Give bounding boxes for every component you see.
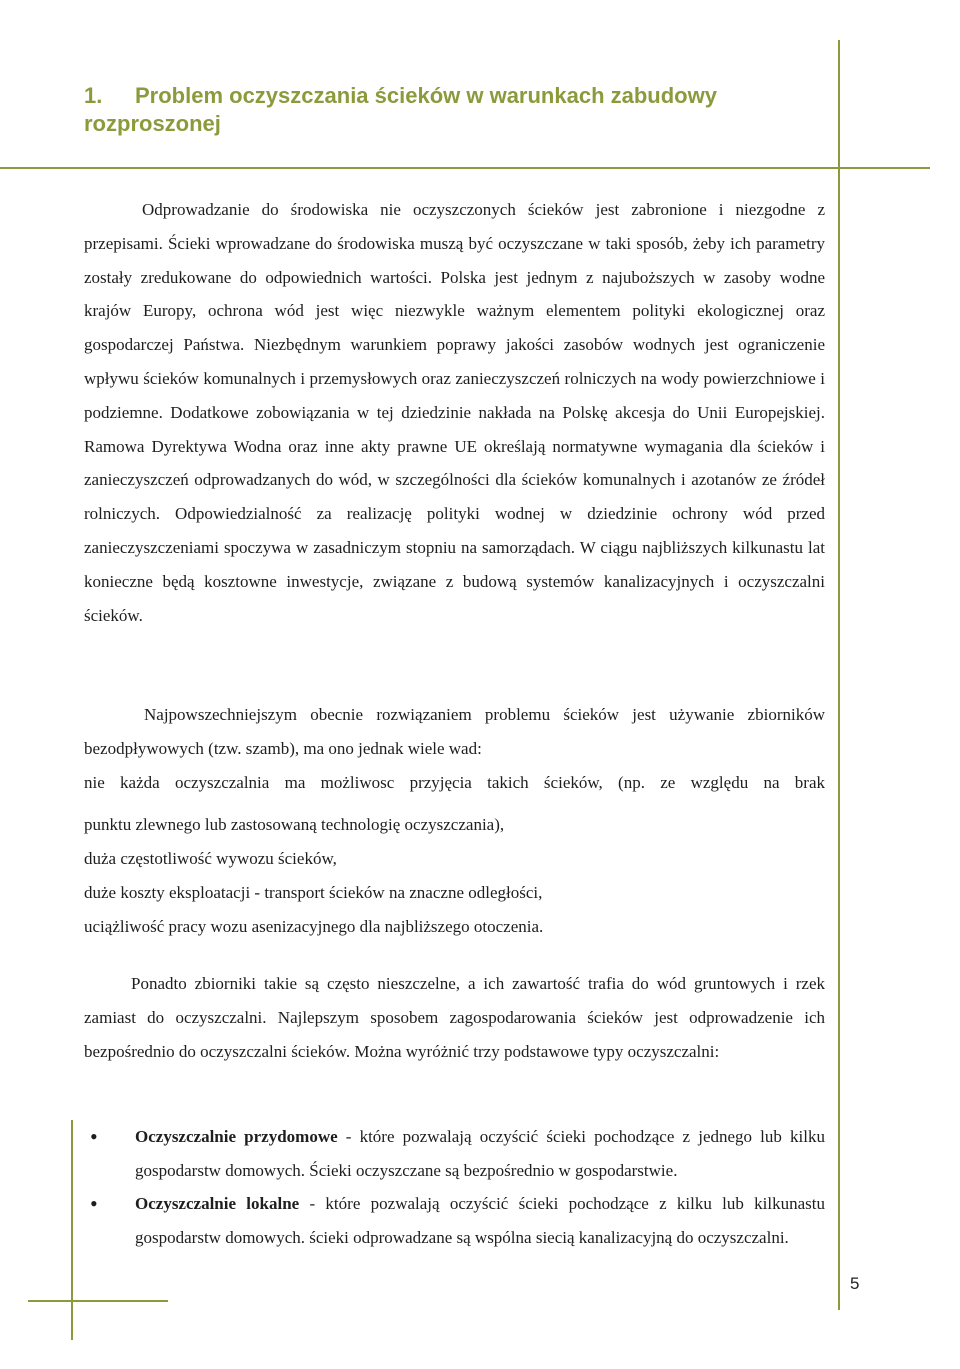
bottom-corner-line-vertical [71, 1120, 73, 1340]
disadvantage-line: punktu zlewnego lub zastosowaną technologię oczyszczania), [84, 815, 505, 834]
section-heading [84, 82, 814, 138]
disadvantage-line: duże koszty eksploatacji - transport ścieków na znaczne odległości, [84, 883, 543, 902]
list-item-text: - które pozwalają oczyścić ścieki pochodzące z kilku lub kilkunastu gospodarstw domowych. ścieki odprowadzane są wspólna siecią kanalizacyjną do oczyszczalni. [135, 1194, 825, 1247]
list-item-term: Oczyszczalnie przydomowe [135, 1127, 338, 1146]
list-item-term: Oczyszczalnie lokalne [135, 1194, 300, 1213]
right-margin-line [838, 40, 840, 1310]
paragraph-septic-tanks: Najpowszechniejszym obecnie rozwiązaniem problemu ścieków jest używanie zbiorników bezodpływowych (tzw. szamb), ma ono jednak wiele wad: [84, 705, 825, 759]
section-number: 1. [84, 83, 103, 108]
list-item-text: - które pozwalają oczyścić ścieki pochodzące z jednego lub kilku gospodarstw domowych. Ścieki oczyszczane są bezpośrednio w gospodarstwie. [135, 1127, 825, 1180]
page-number: 5 [850, 1274, 860, 1293]
plant-types-list [84, 1120, 825, 1254]
bottom-corner-line-horizontal [28, 1300, 168, 1302]
section-title: Problem oczyszczania ścieków w warunkach zabudowy rozproszonej [84, 83, 717, 136]
paragraph-intro: Odprowadzanie do środowiska nie oczyszczonych ścieków jest zabronione i niezgodne z przepisami. Ścieki wprowadzane do środowiska muszą być oczyszczane w taki sposób, żeby ich parametry zostały zredukowane do odpowiednich wartości. Polska jest jednym z najuboższych w zasoby wodne krajów Europy, ochrona wód jest więc niezwykle ważnym elementem polityki ekologicznej oraz gospodarczej Państwa. Niezbędnym warunkiem poprawy jakości zasobów wodnych jest ograniczenie wpływu ścieków komunalnych i przemysłowych oraz zanieczyszczeń rolniczych na wody powierzchniowe i podziemne. Dodatkowe zobowiązania w tej dziedzinie nakłada na Polskę akcesja do Unii Europejskiej. Ramowa Dyrektywa Wodna oraz inne akty prawne UE określają normatywne wymagania dla ścieków i zanieczyszczeń odprowadzanych do wód, w szczególności dla ścieków komunalnych i azotanów ze źródeł rolniczych. Odpowiedzialność za realizację polityki wodnej w dziedzinie ochrony wód przed zanieczyszczeniami spoczywa w zasadniczym stopniu na samorządach. W ciągu najbliższych kilkunastu lat konieczne będą kosztowne inwestycje, związane z budową systemów kanalizacyjnych i oczyszczalni ścieków. [84, 200, 825, 625]
list-item [84, 1120, 825, 1187]
paragraph-plant-types: Ponadto zbiorniki takie są często nieszczelne, a ich zawartość trafia do wód gruntowych i rzek zamiast do oczyszczalni. Najlepszym sposobem zagospodarowania ścieków jest odprowadzenie ich bezpośrednio do oczyszczalni ścieków. Można wyróżnić trzy podstawowe typy oczyszczalni: [84, 974, 825, 1061]
top-divider-line [0, 167, 930, 169]
disadvantage-line: nie każda oczyszczalnia ma możliwosc przyjęcia takich ścieków, (np. ze względu na brak [84, 773, 825, 792]
list-item [84, 1187, 825, 1254]
disadvantage-line: uciążliwość pracy wozu asenizacyjnego dla najbliższego otoczenia. [84, 917, 544, 936]
disadvantage-line: duża częstotliwość wywozu ścieków, [84, 849, 337, 868]
